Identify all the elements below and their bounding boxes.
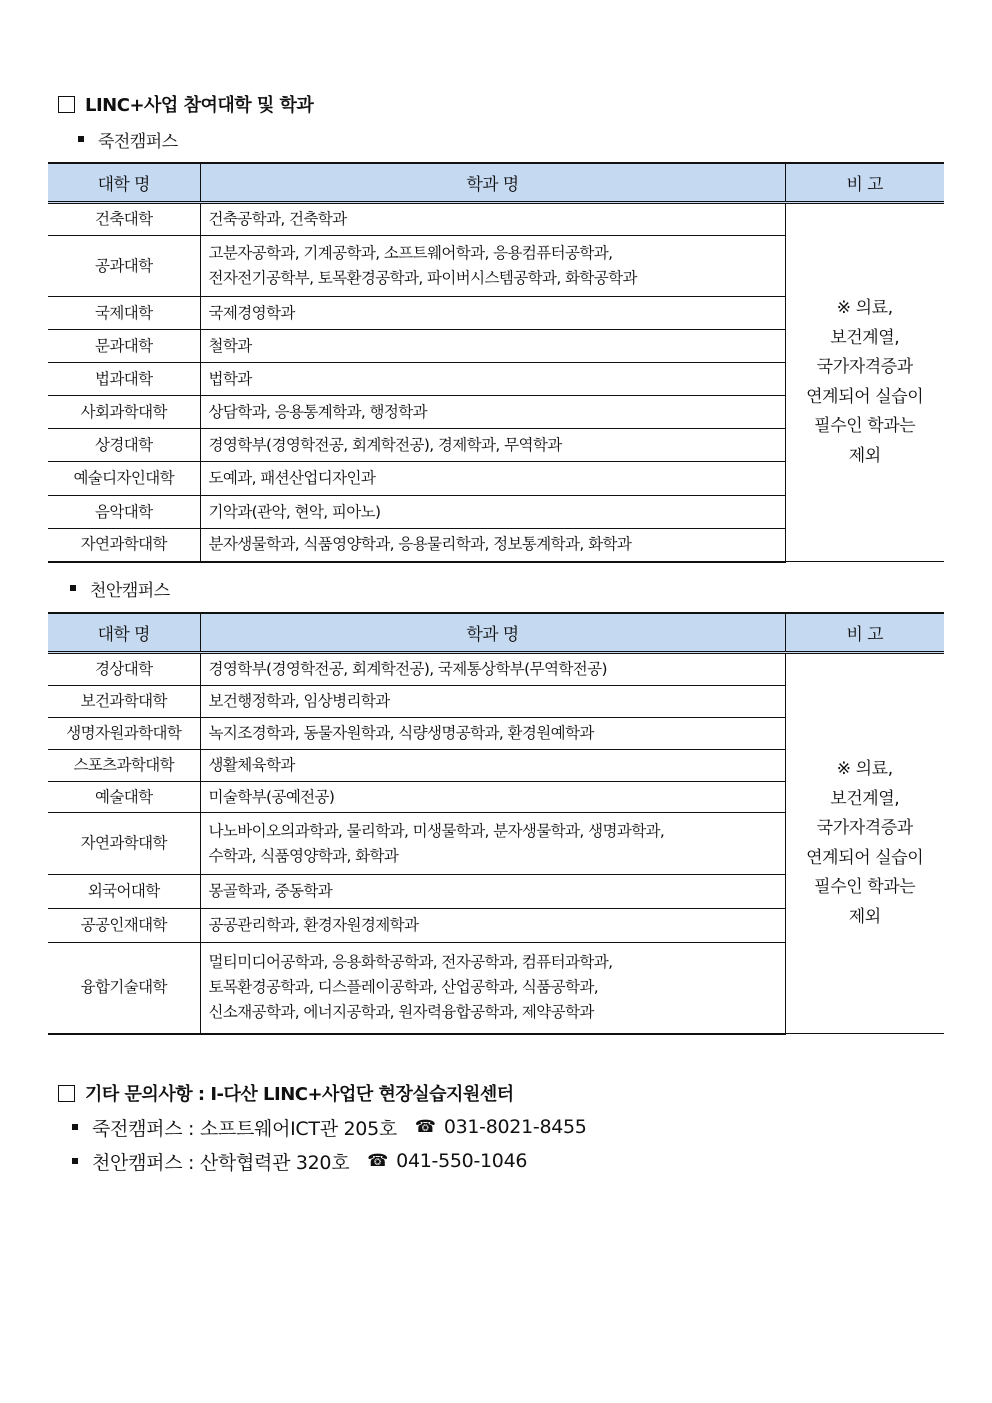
note-line: 필수인 학과는: [814, 416, 916, 436]
section-title: LINC+사업 참여대학 및 학과: [85, 95, 314, 116]
department-line: 경영학부(경영학전공, 회계학전공), 경제학과, 무역학과: [208, 435, 562, 454]
contact-line-cheonan: [72, 1147, 527, 1175]
department-line: 고분자공학과, 기계공학과, 소프트웨어학과, 응용컴퓨터공학과,: [208, 244, 613, 262]
contact-line-jukjeon: [72, 1113, 587, 1141]
contact-label: 죽전캠퍼스 : 소프트웨어ICT관 205호: [92, 1117, 397, 1140]
department-line: 경영학부(경영학전공, 회계학전공), 국제통상학부(무역학전공): [208, 660, 607, 678]
square-bullet-icon: [72, 1124, 78, 1130]
department-cell: [200, 782, 785, 813]
header-college: 대학 명: [48, 613, 200, 653]
college-cell: 스포츠과학대학: [48, 750, 200, 782]
college-cell: 자연과학대학: [48, 529, 200, 562]
college-cell: 융합기술대학: [48, 943, 200, 1034]
table-header-row: [48, 163, 944, 203]
note-line: 국가자격증과: [816, 357, 913, 377]
cheonan-department-table: [48, 612, 944, 1035]
section-title: 기타 문의사항 : I-다산 LINC+사업단 현장실습지원센터: [85, 1084, 514, 1105]
department-line: 토목환경공학과, 디스플레이공학과, 산업공학과, 식품공학과,: [208, 978, 599, 997]
college-cell: 상경대학: [48, 429, 200, 462]
college-cell: 외국어대학: [48, 875, 200, 909]
college-cell: 법과대학: [48, 363, 200, 396]
department-cell: [200, 653, 785, 686]
phone-icon: ☎: [414, 1117, 436, 1137]
header-note: 비 고: [785, 613, 944, 653]
campus-name: 죽전캠퍼스: [98, 131, 178, 152]
contact-phone: 031-8021-8455: [443, 1116, 587, 1138]
department-cell: [200, 529, 785, 562]
department-cell: [200, 718, 785, 750]
note-line: ※ 의료,: [836, 298, 893, 318]
section-heading-participants: [58, 91, 313, 117]
department-line: 나노바이오의과학과, 물리학과, 미생물학과, 분자생물학과, 생명과학과,: [208, 821, 665, 840]
square-bullet-icon: [72, 1158, 78, 1164]
college-cell: 문과대학: [48, 330, 200, 363]
department-line: 신소재공학과, 에너지공학과, 원자력융합공학과, 제약공학과: [208, 1003, 594, 1022]
department-cell: [200, 496, 785, 529]
department-cell: [200, 462, 785, 496]
department-line: 몽골학과, 중동학과: [208, 882, 333, 900]
note-cell: [785, 203, 944, 562]
note-cell: [785, 653, 944, 1034]
department-cell: [200, 363, 785, 396]
department-cell: [200, 396, 785, 429]
department-line: 생활체육학과: [208, 756, 295, 774]
department-cell: [200, 330, 785, 363]
checkbox-icon: [58, 96, 75, 113]
contact-phone: 041-550-1046: [396, 1150, 528, 1172]
square-bullet-icon: [78, 136, 84, 142]
department-line: 수학과, 식품영양학과, 화학과: [208, 846, 399, 865]
campus-name: 천안캠퍼스: [90, 580, 170, 601]
college-cell: 공공인재대학: [48, 909, 200, 943]
college-cell: 국제대학: [48, 297, 200, 330]
header-department: 학과 명: [200, 613, 785, 653]
department-line: 녹지조경학과, 동물자원학과, 식량생명공학과, 환경원예학과: [208, 724, 594, 742]
note-line: 제외: [848, 445, 881, 466]
section-heading-contact: [58, 1080, 514, 1106]
campus-label-cheonan: [70, 575, 170, 601]
department-cell: [200, 429, 785, 462]
department-cell: [200, 203, 785, 236]
phone-icon: ☎: [367, 1151, 389, 1171]
square-bullet-icon: [70, 585, 76, 591]
campus-label-jukjeon: [78, 126, 178, 152]
table-row: [48, 653, 944, 686]
note-line: ※ 의료,: [836, 759, 893, 779]
department-line: 국제경영학과: [208, 303, 295, 322]
department-line: 멀티미디어공학과, 응용화학공학과, 전자공학과, 컴퓨터과학과,: [208, 953, 613, 972]
header-note: 비 고: [785, 163, 944, 203]
department-cell: [200, 297, 785, 330]
department-cell: [200, 686, 785, 718]
note-line: 필수인 학과는: [814, 877, 916, 897]
contact-label: 천안캠퍼스 : 산학협력관 320호: [92, 1151, 350, 1174]
checkbox-icon: [58, 1085, 75, 1102]
department-cell: [200, 236, 785, 297]
note-line: 보건계열,: [830, 788, 900, 809]
header-department: 학과 명: [200, 163, 785, 203]
department-cell: [200, 943, 785, 1034]
college-cell: 생명자원과학대학: [48, 718, 200, 750]
department-line: 전자전기공학부, 토목환경공학과, 파이버시스템공학과, 화학공학과: [208, 269, 637, 287]
college-cell: 건축대학: [48, 203, 200, 236]
college-cell: 예술대학: [48, 782, 200, 813]
department-line: 공공관리학과, 환경자원경제학과: [208, 916, 419, 934]
department-line: 미술학부(공예전공): [208, 787, 335, 806]
note-line: 연계되어 실습이: [806, 847, 924, 868]
jukjeon-department-table: [48, 162, 944, 563]
college-cell: 보건과학대학: [48, 686, 200, 718]
department-line: 기악과(관악, 현악, 피아노): [208, 502, 381, 521]
table-header-row: [48, 613, 944, 653]
college-cell: 공과대학: [48, 236, 200, 297]
department-cell: [200, 750, 785, 782]
note-line: 연계되어 실습이: [806, 386, 924, 407]
department-line: 철학과: [208, 336, 252, 355]
department-cell: [200, 813, 785, 875]
department-cell: [200, 875, 785, 909]
department-line: 분자생물학과, 식품영양학과, 응용물리학과, 정보통계학과, 화학과: [208, 535, 632, 554]
note-line: 보건계열,: [830, 327, 900, 348]
department-line: 도예과, 패션산업디자인과: [208, 469, 376, 487]
college-cell: 음악대학: [48, 496, 200, 529]
college-cell: 자연과학대학: [48, 813, 200, 875]
header-college: 대학 명: [48, 163, 200, 203]
college-cell: 예술디자인대학: [48, 462, 200, 496]
department-line: 법학과: [208, 369, 252, 388]
department-cell: [200, 909, 785, 943]
note-line: 제외: [848, 906, 881, 927]
college-cell: 경상대학: [48, 653, 200, 686]
note-line: 국가자격증과: [816, 818, 913, 838]
table-row: [48, 203, 944, 236]
department-line: 상담학과, 응용통계학과, 행정학과: [208, 402, 428, 421]
department-line: 보건행정학과, 임상병리학과: [208, 692, 390, 710]
department-line: 건축공학과, 건축학과: [208, 210, 347, 228]
college-cell: 사회과학대학: [48, 396, 200, 429]
